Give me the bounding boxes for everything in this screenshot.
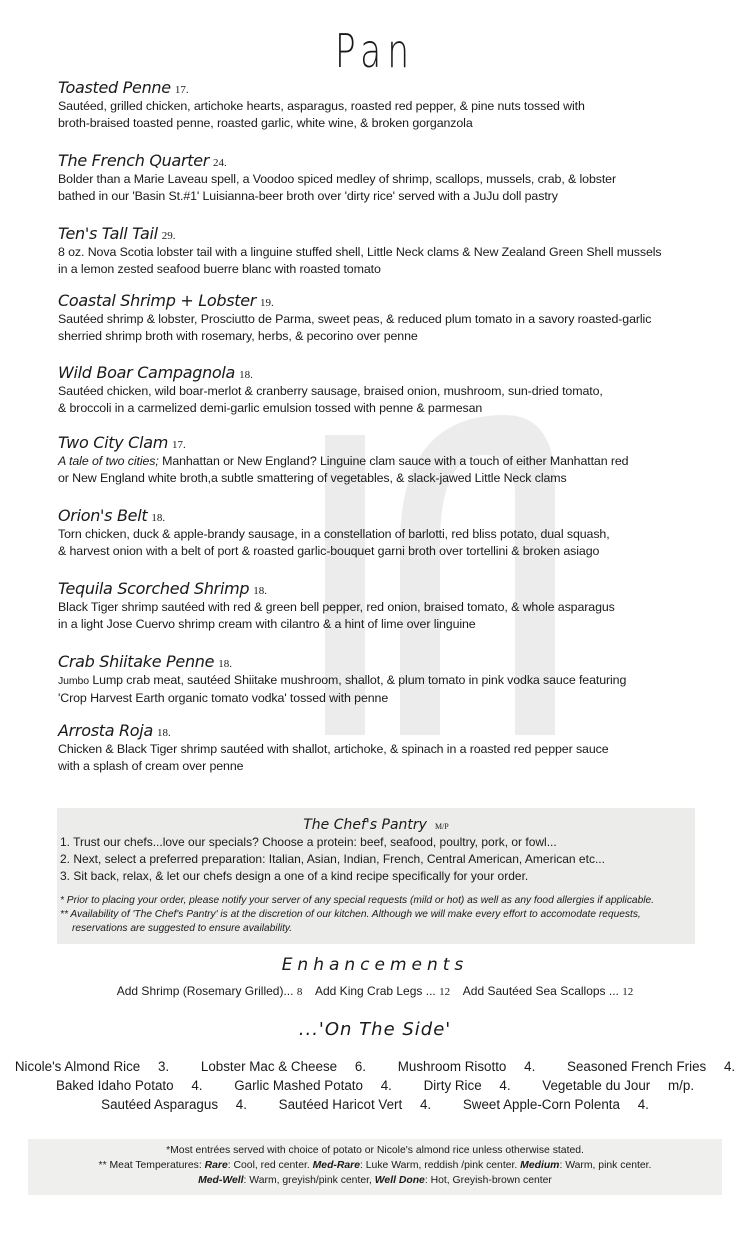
menu-item [58, 363, 698, 417]
footer-line: *Most entrées served with choice of potato or Nicole's almond rice unless otherwise stated. [166, 1145, 584, 1156]
sides-list [0, 1057, 750, 1114]
pantry-step: 1. Trust our chefs...love our specials? Choose a protein: beef, seafood, poultry, pork, or fowl... [60, 835, 557, 849]
dish-description: Bolder than a Marie Laveau spell, a Voodoo spiced medley of shrimp, scallops, mussels, crab, & lobster bathed in our 'Basin St.#1' Luisianna-beer broth over 'dirty rice' served with a JuJu doll pastry [58, 172, 616, 203]
dish-price: 18. [156, 727, 171, 739]
side-item: Sweet Apple-Corn Polenta 4. [462, 1097, 649, 1112]
enhancement-price: 12 [622, 986, 634, 998]
enhancement-label: Add Sautéed Sea Scallops ... [462, 984, 619, 998]
enhancements-list [0, 984, 750, 998]
side-item: Mushroom Risotto 4. [397, 1059, 536, 1074]
dish-price: 24. [213, 157, 227, 169]
pantry-title: The Chef's Pantry [303, 817, 427, 833]
dish-name: Coastal Shrimp + Lobster [58, 291, 257, 310]
menu-item [58, 652, 698, 707]
menu-item [58, 721, 698, 775]
dish-price: 19. [260, 297, 274, 309]
dish-price: 18. [253, 585, 267, 597]
menu-item [58, 433, 698, 487]
dish-description: Jumbo Lump crab meat, sautéed Shiitake mushroom, shallot, & plum tomato in pink vodka sauce featuring 'Crop Harvest Earth organic tomato vodka' tossed with penne [58, 673, 627, 705]
dish-description: Torn chicken, duck & apple-brandy sausage, in a constellation of barlotti, red bliss potato, dual squash, & harvest onion with a belt of port & roasted garlic-bouquet garni broth over tortellini & broken asiago [58, 527, 610, 558]
pantry-note: * Prior to placing your order, please notify your server of any special requests (mild or hot) as well as any food allergies if applicable. [60, 895, 654, 906]
sides-row [0, 1057, 750, 1076]
sides-row [0, 1095, 750, 1114]
menu-item [58, 506, 698, 560]
enhancement-label: Add Shrimp (Rosemary Grilled)... [116, 984, 294, 998]
side-item: Baked Idaho Potato 4. [55, 1078, 203, 1093]
menu-item [58, 78, 698, 132]
menu-item [58, 224, 698, 278]
enhancement-price: 8 [296, 986, 303, 998]
side-item: Dirty Rice 4. [423, 1078, 511, 1093]
sides-row [0, 1076, 750, 1095]
enhancements-title: Enhancements [281, 955, 469, 975]
dish-description: Sautéed, grilled chicken, artichoke hearts, asparagus, roasted red pepper, & pine nuts tossed with broth-braised toasted penne, roasted garlic, white wine, & broken gorganzola [58, 99, 585, 130]
dish-description: Sautéed chicken, wild boar-merlot & cranberry sausage, braised onion, mushroom, sun-dried tomato, & broccoli in a carmelized demi-garlic emulsion tossed with penne & parmesan [58, 384, 603, 415]
side-item: Seasoned French Fries 4. [567, 1059, 736, 1074]
dish-description: Sautéed shrimp & lobster, Prosciutto de Parma, sweet peas, & reduced plum tomato in a savory roasted-garlic sherried shrimp broth with rosemary, herbs, & pecorino over penne [58, 312, 652, 343]
pantry-price: M/P [434, 822, 449, 831]
dish-price: 17. [174, 84, 189, 96]
dish-price: 18. [151, 512, 166, 524]
menu-item [58, 291, 698, 345]
dish-price: 17. [171, 439, 186, 451]
dish-description: A tale of two cities; Manhattan or New England? Linguine clam sauce with a touch of either Manhattan red or New England white broth,a subtle smattering of vegetables, & slack-jawed Little Neck clams [58, 454, 629, 485]
dish-name: Crab Shiitake Penne [58, 652, 215, 671]
dish-price: 18. [218, 658, 232, 670]
meat-temperatures: Med-Well: Warm, greyish/pink center, Well Done: Hot, Greyish-brown center [198, 1175, 552, 1186]
meat-temperatures: ** Meat Temperatures: Rare: Cool, red center. Med-Rare: Luke Warm, reddish /pink center. Medium: Warm, pink center. [98, 1160, 652, 1171]
dish-name: Arrosta Roja [58, 721, 153, 740]
pantry-step: 3. Sit back, relax, & let our chefs design a one of a kind recipe specifically for your order. [60, 869, 529, 883]
pantry-notes [60, 894, 654, 936]
side-item: Nicole's Almond Rice 3. [14, 1059, 170, 1074]
side-item: Sautéed Haricot Vert 4. [278, 1097, 432, 1112]
dish-name: Ten's Tall Tail [58, 224, 158, 243]
enhancement-label: Add King Crab Legs ... [315, 984, 436, 998]
menu-item [58, 151, 698, 205]
pantry-note: reservations are suggested to ensure availability. [72, 923, 293, 934]
dish-name: Two City Clam [58, 433, 168, 452]
side-item: Sautéed Asparagus 4. [101, 1097, 247, 1112]
enhancement-price: 12 [439, 986, 451, 998]
side-item: Vegetable du Jour m/p. [542, 1078, 695, 1093]
dish-description: 8 oz. Nova Scotia lobster tail with a linguine stuffed shell, Little Neck clams & New Zealand Green Shell mussels in a lemon zested seafood buerre blanc with roasted tomato [58, 245, 662, 276]
pantry-heading [57, 816, 695, 834]
dish-description: Black Tiger shrimp sautéed with red & green bell pepper, red onion, braised tomato, & whole asparagus in a light Jose Cuervo shrimp cream with cilantro & a hint of lime over linguine [58, 600, 615, 631]
menu-title: Pan [334, 24, 416, 78]
footer-notes [28, 1139, 722, 1195]
pantry-step: 2. Next, select a preferred preparation: Italian, Asian, Indian, French, Central American, American etc... [60, 852, 605, 866]
sides-title: ...'On The Side' [298, 1019, 452, 1040]
dish-name: Toasted Penne [58, 78, 171, 97]
chefs-pantry-box [57, 808, 695, 944]
dish-name: Wild Boar Campagnola [58, 363, 236, 382]
dish-price: 29. [161, 230, 176, 242]
dish-name: Tequila Scorched Shrimp [58, 579, 250, 598]
dish-name: The French Quarter [58, 151, 210, 170]
dish-price: 18. [239, 369, 253, 381]
menu-item [58, 579, 698, 633]
side-item: Lobster Mac & Cheese 6. [200, 1059, 366, 1074]
dish-description: Chicken & Black Tiger shrimp sautéed with shallot, artichoke, & spinach in a roasted red pepper sauce with a splash of cream over penne [58, 742, 609, 773]
pantry-note: ** Availability of 'The Chef's Pantry' is at the discretion of our kitchen. Although we will make every effort to accomodate requests, [60, 909, 641, 920]
pantry-steps [60, 834, 605, 885]
side-item: Garlic Mashed Potato 4. [234, 1078, 392, 1093]
dish-name: Orion's Belt [58, 506, 148, 525]
